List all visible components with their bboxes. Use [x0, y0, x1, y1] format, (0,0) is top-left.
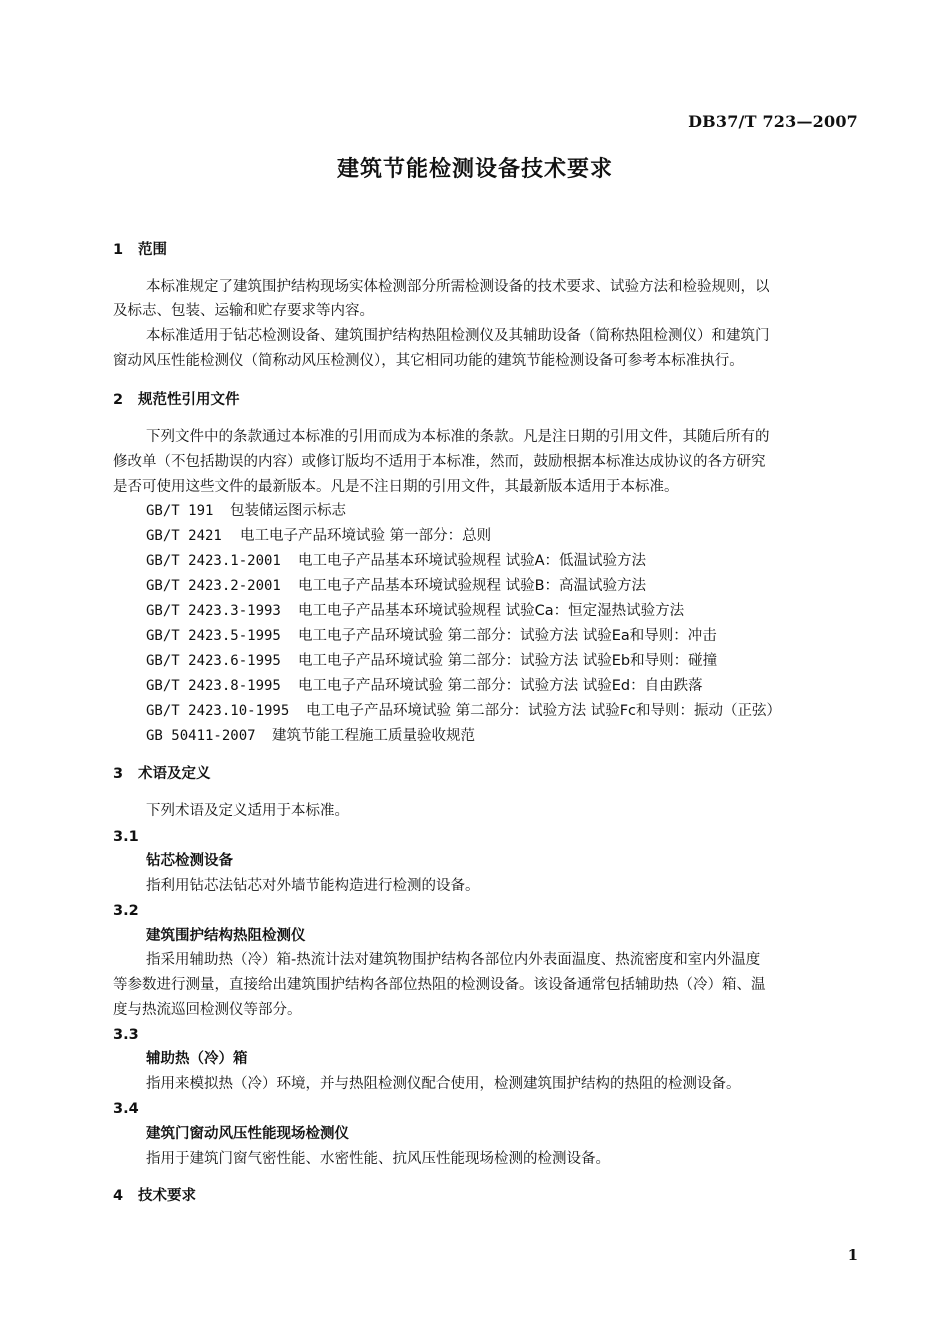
paragraph-line: 是否可使用这些文件的最新版本。凡是不注日期的引用文件，其最新版本适用于本标准。: [113, 479, 679, 495]
term-definition: 等参数进行测量，直接给出建筑围护结构各部位热阻的检测设备。该设备通常包括辅助热（冷）箱、温: [113, 977, 766, 993]
reference-title: 电工电子产品基本环境试验规程 试验B：高温试验方法: [298, 578, 647, 594]
reference-code: GB/T 2423.3-1993: [146, 603, 281, 619]
paragraph-line: 本标准适用于钻芯检测设备、建筑围护结构热阻检测仪及其辅助设备（简称热阻检测仪）和建筑门: [146, 328, 770, 344]
paragraph-line: 下列文件中的条款通过本标准的引用而成为本标准的条款。凡是注日期的引用文件，其随后所有的: [146, 429, 770, 445]
term-definition: 指利用钻芯法钻芯对外墙节能构造进行检测的设备。: [146, 878, 480, 894]
reference-item: [146, 526, 491, 546]
term-number: 3.3: [113, 1027, 139, 1043]
reference-item: [146, 651, 717, 671]
section-2-heading: [113, 390, 240, 410]
reference-title: 电工电子产品环境试验 第二部分：试验方法 试验Fc和导则：振动（正弦）: [306, 703, 782, 719]
term-number: 3.2: [113, 903, 139, 919]
reference-item: [146, 551, 646, 571]
section-title: 术语及定义: [138, 766, 211, 782]
reference-item: [146, 726, 475, 746]
paragraph-line: 窗动风压性能检测仪（简称动风压检测仪），其它相同功能的建筑节能检测设备可参考本标准执行。: [113, 353, 744, 369]
reference-code: GB/T 191: [146, 503, 214, 519]
term-name: 钻芯检测设备: [146, 853, 233, 869]
section-number: 4: [113, 1188, 124, 1204]
reference-code: GB/T 2423.8-1995: [146, 678, 281, 694]
section-title: 范围: [138, 242, 167, 258]
reference-title: 包装储运图示标志: [230, 503, 346, 519]
section-4-heading: [113, 1186, 196, 1206]
section-number: 1: [113, 242, 124, 258]
reference-code: GB/T 2423.10-1995: [146, 703, 290, 719]
reference-code: GB 50411-2007: [146, 728, 256, 744]
paragraph-line: 本标准规定了建筑围护结构现场实体检测部分所需检测设备的技术要求、试验方法和检验规则，以: [146, 279, 770, 295]
section-1-heading: [113, 240, 167, 260]
page-number: 1: [847, 1246, 858, 1264]
term-number: 3.4: [113, 1101, 139, 1117]
reference-code: GB/T 2423.6-1995: [146, 653, 281, 669]
term-definition: 指采用辅助热（冷）箱-热流计法对建筑物围护结构各部位内外表面温度、热流密度和室内外温度: [146, 952, 761, 968]
standard-code: DB37/T 723—2007: [688, 112, 858, 131]
reference-code: GB/T 2423.5-1995: [146, 628, 281, 644]
reference-item: [146, 701, 781, 721]
term-name: 建筑门窗动风压性能现场检测仪: [146, 1126, 349, 1142]
section-title: 规范性引用文件: [138, 392, 240, 408]
reference-title: 电工电子产品基本环境试验规程 试验A：低温试验方法: [298, 553, 647, 569]
section-title: 技术要求: [138, 1188, 196, 1204]
reference-item: [146, 501, 346, 521]
reference-code: GB/T 2423.1-2001: [146, 553, 281, 569]
reference-title: 建筑节能工程施工质量验收规范: [272, 728, 475, 744]
reference-title: 电工电子产品环境试验 第一部分：总则: [240, 528, 492, 544]
reference-item: [146, 601, 684, 621]
term-name: 建筑围护结构热阻检测仪: [146, 928, 306, 944]
paragraph-line: 修改单（不包括勘误的内容）或修订版均不适用于本标准，然而，鼓励根据本标准达成协议的各方研究: [113, 454, 766, 470]
paragraph-line: 下列术语及定义适用于本标准。: [146, 803, 349, 819]
reference-title: 电工电子产品环境试验 第二部分：试验方法 试验Eb和导则：碰撞: [298, 653, 718, 669]
paragraph-line: 及标志、包装、运输和贮存要求等内容。: [113, 303, 374, 319]
section-3-heading: [113, 764, 211, 784]
term-definition: 指用于建筑门窗气密性能、水密性能、抗风压性能现场检测的检测设备。: [146, 1151, 610, 1167]
reference-code: GB/T 2421: [146, 528, 222, 544]
reference-title: 电工电子产品环境试验 第二部分：试验方法 试验Ed：自由跌落: [298, 678, 703, 694]
term-definition: 度与热流巡回检测仪等部分。: [113, 1002, 302, 1018]
term-definition: 指用来模拟热（冷）环境，并与热阻检测仪配合使用，检测建筑围护结构的热阻的检测设备。: [146, 1076, 741, 1092]
document-title: 建筑节能检测设备技术要求: [336, 157, 613, 182]
reference-title: 电工电子产品基本环境试验规程 试验Ca：恒定湿热试验方法: [298, 603, 685, 619]
reference-title: 电工电子产品环境试验 第二部分：试验方法 试验Ea和导则：冲击: [298, 628, 717, 644]
section-number: 3: [113, 766, 124, 782]
reference-item: [146, 576, 646, 596]
reference-item: [146, 626, 717, 646]
reference-item: [146, 676, 703, 696]
term-number: 3.1: [113, 829, 139, 845]
term-name: 辅助热（冷）箱: [146, 1051, 248, 1067]
reference-code: GB/T 2423.2-2001: [146, 578, 281, 594]
section-number: 2: [113, 392, 124, 408]
